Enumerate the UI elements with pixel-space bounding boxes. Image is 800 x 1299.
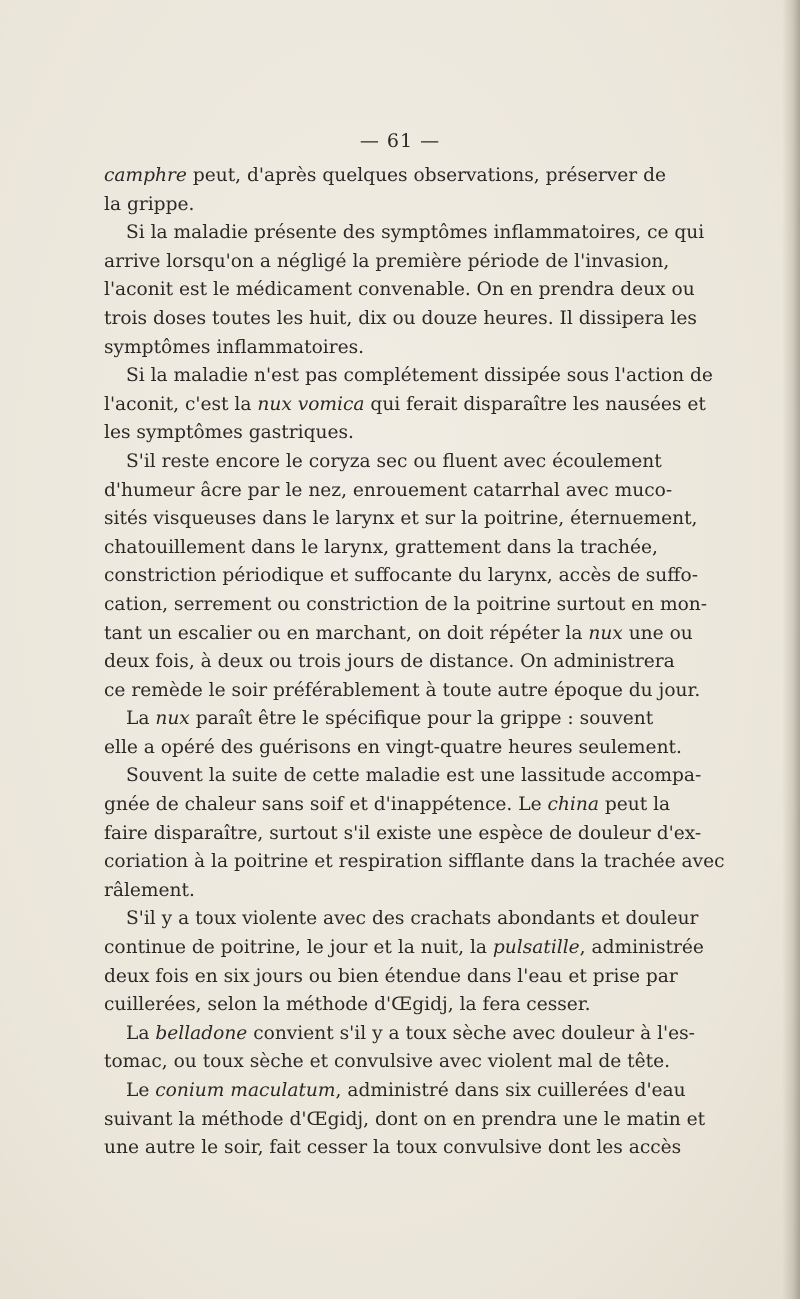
text-line <box>104 391 706 420</box>
text-run: sités visqueuses dans le larynx et sur la poitrine, éternuement, <box>104 508 698 530</box>
text-line <box>104 762 702 791</box>
text-run: une autre le soir, fait cesser la toux convulsive dont les accès <box>104 1137 682 1159</box>
text-line <box>104 248 670 277</box>
text-line <box>104 1048 671 1077</box>
italic-term: camphre <box>104 165 187 186</box>
text-run: arrive lorsqu'on a négligé la première période de l'invasion, <box>104 250 670 272</box>
text-run: ce remède le soir préférablement à toute autre époque du jour. <box>104 679 701 701</box>
text-run: l'aconit est le médicament convenable. On en prendra deux ou <box>104 279 695 301</box>
text-run: tomac, ou toux sèche et convulsive avec violent mal de tête. <box>104 1051 671 1073</box>
text-run: Le <box>126 1080 156 1101</box>
text-run: paraît être le spécifique pour la grippe : souvent <box>189 708 654 730</box>
text-run: d'humeur âcre par le nez, enrouement catarrhal avec muco- <box>104 479 673 501</box>
text-line <box>104 620 693 649</box>
text-run: Souvent la suite de cette maladie est une lassitude accompa- <box>126 765 702 787</box>
text-run: la grippe. <box>104 193 195 215</box>
text-run: l'aconit, c'est la <box>104 393 258 415</box>
text-run: les symptômes gastriques. <box>104 422 354 444</box>
text-line <box>104 162 667 191</box>
text-run: suivant la méthode d'Œgidj, dont on en prendra une le matin et <box>104 1108 706 1130</box>
text-run: gnée de chaleur sans soif et d'inappétence. Le <box>104 794 548 816</box>
text-run: , administré dans six cuillerées d'eau <box>335 1080 686 1101</box>
text-line <box>104 848 725 877</box>
text-run: S'il reste encore le coryza sec ou fluent avec écoulement <box>126 450 662 472</box>
text-run: faire disparaître, surtout s'il existe une espèce de douleur d'ex- <box>104 822 702 844</box>
text-line <box>104 991 640 1020</box>
text-run: Si la maladie présente des symptômes inflammatoires, ce qui <box>126 222 705 244</box>
text-run: cuillerées, selon la méthode d'Œgidj, la fera cesser. <box>104 994 591 1016</box>
italic-term: china <box>547 794 599 816</box>
text-run: , administrée <box>579 937 704 959</box>
text-line <box>104 334 640 363</box>
text-line <box>104 734 682 763</box>
text-line <box>104 905 699 934</box>
italic-term: conium maculatum <box>155 1080 336 1101</box>
text-run: qui ferait disparaître les nausées et <box>364 393 706 415</box>
italic-term: pulsatille <box>492 937 580 959</box>
text-line <box>104 419 640 448</box>
text-run: râlement. <box>104 879 195 901</box>
text-line <box>104 191 640 220</box>
text-line <box>104 705 654 734</box>
text-line <box>104 1134 682 1163</box>
text-run: deux fois, à deux ou trois jours de distance. On administrera <box>104 651 675 673</box>
text-line <box>104 505 698 534</box>
text-run: continue de poitrine, le jour et la nuit, la <box>104 937 493 959</box>
italic-term: belladone <box>155 1022 248 1044</box>
text-run: peut la <box>598 794 671 816</box>
italic-term: nux <box>155 708 190 730</box>
text-line <box>104 448 662 477</box>
text-run: deux fois en six jours ou bien étendue dans l'eau et prise par <box>104 965 678 987</box>
text-run: une ou <box>622 622 693 644</box>
text-line <box>104 791 671 820</box>
page-number: — 61 — <box>359 130 441 152</box>
italic-term: nux vomica <box>257 393 365 415</box>
text-line <box>104 648 675 677</box>
text-run: convient s'il y a toux sèche avec douleur à l'es- <box>247 1022 695 1044</box>
italic-term: nux <box>588 622 623 644</box>
text-run: elle a opéré des guérisons en vingt-quatre heures seulement. <box>104 736 682 758</box>
text-line <box>104 477 673 506</box>
text-line <box>104 276 695 305</box>
text-run: peut, d'après quelques observations, préserver de <box>186 165 667 186</box>
text-line <box>104 934 704 963</box>
text-run: cation, serrement ou constriction de la poitrine surtout en mon- <box>104 593 708 615</box>
body-text <box>104 162 725 1163</box>
text-line <box>104 877 640 906</box>
text-line <box>104 591 708 620</box>
text-line <box>104 677 701 706</box>
text-line <box>104 305 697 334</box>
text-run: tant un escalier ou en marchant, on doit répéter la <box>104 622 589 644</box>
text-line <box>104 1106 706 1135</box>
page-edge-shadow <box>782 0 800 1299</box>
text-line <box>104 362 713 391</box>
text-run: trois doses toutes les huit, dix ou douze heures. Il dissipera les <box>104 307 697 329</box>
text-line <box>104 820 702 849</box>
text-line <box>104 1020 695 1049</box>
text-line <box>104 219 705 248</box>
text-line <box>104 534 658 563</box>
text-line <box>104 963 678 992</box>
text-run: coriation à la poitrine et respiration sifflante dans la trachée avec <box>104 851 725 873</box>
text-run: chatouillement dans le larynx, grattement dans la trachée, <box>104 536 658 558</box>
text-run: symptômes inflammatoires. <box>104 336 365 358</box>
text-run: La <box>126 1022 156 1044</box>
text-run: S'il y a toux violente avec des crachats abondants et douleur <box>126 908 699 930</box>
text-run: constriction périodique et suffocante du larynx, accès de suffo- <box>104 565 698 587</box>
text-run: Si la maladie n'est pas complétement dissipée sous l'action de <box>126 365 713 387</box>
text-run: La <box>126 708 156 730</box>
text-line <box>104 562 698 591</box>
text-line <box>104 1077 686 1106</box>
